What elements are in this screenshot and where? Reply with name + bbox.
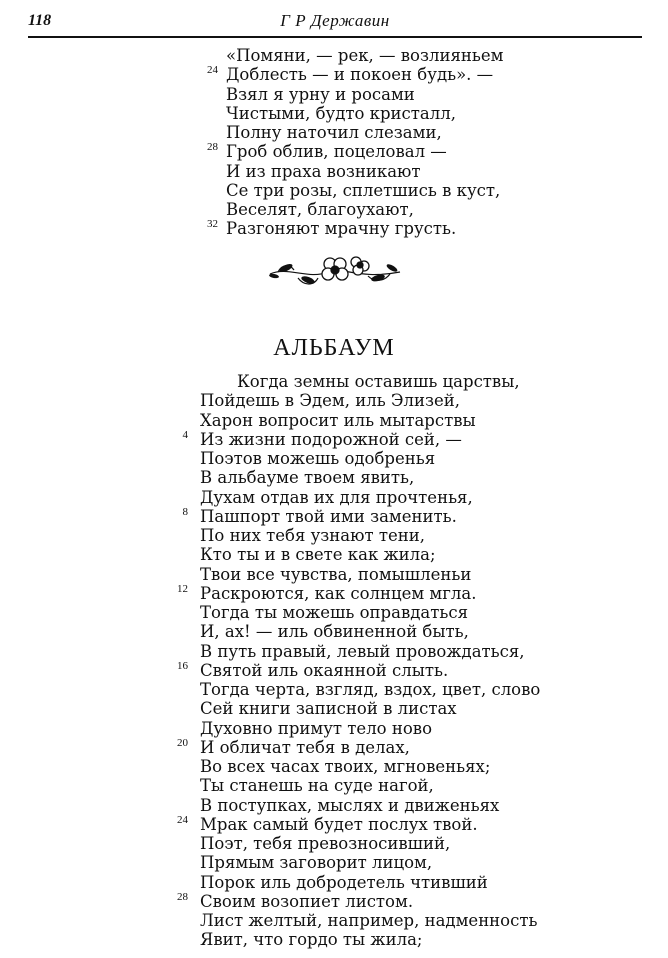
page-number: 118 — [28, 12, 52, 29]
verse-line — [0, 603, 668, 622]
verse-line — [0, 699, 668, 718]
line-number: 32 — [207, 218, 218, 231]
verse-text: Веселят, благоухают, — [226, 200, 414, 219]
verse-text: Явит, что гордо ты жила; — [200, 930, 423, 950]
verse-line — [0, 584, 668, 603]
line-number: 20 — [177, 736, 188, 749]
verse-line — [0, 142, 668, 161]
verse-text: Из жизни подорожной сей, — — [200, 429, 462, 449]
verse-text: Поэт, тебя превозносивший, — [200, 834, 451, 853]
verse-text: Мрак самый будет послух твой. — [200, 814, 478, 834]
verse-text: Раскроются, как солнцем мгла. — [200, 583, 477, 603]
line-number: 24 — [177, 813, 188, 826]
verse-line — [0, 123, 668, 142]
verse-text: Разгоняют мрачну грусть. — [226, 219, 457, 239]
verse-text: Когда земны оставишь царствы, — [237, 372, 520, 391]
verse-text: Твои все чувства, помышленьи — [200, 564, 472, 584]
verse-line — [0, 757, 668, 776]
verse-line — [0, 661, 668, 680]
poem-fragment — [0, 46, 668, 239]
verse-line — [0, 834, 668, 853]
verse-line — [0, 853, 668, 872]
verse-text: Чистыми, будто кристалл, — [226, 103, 456, 123]
verse-text: Полну наточил слезами, — [226, 123, 442, 142]
verse-text: И обличат тебя в делах, — [200, 737, 410, 757]
verse-line — [0, 719, 668, 738]
verse-text: В альбауме твоем явить, — [200, 468, 415, 488]
verse-text: Сей книги записной в листах — [200, 699, 457, 719]
verse-text: Се три розы, сплетшись в куст, — [226, 180, 501, 200]
verse-line — [0, 468, 668, 487]
verse-line — [0, 162, 668, 181]
verse-text: И, ах! — иль обвиненной быть, — [200, 622, 469, 642]
verse-text: Лист желтый, например, надменность — [200, 911, 538, 930]
verse-line — [0, 411, 668, 430]
line-number: 8 — [182, 505, 188, 518]
verse-text: Гроб облив, поцеловал — — [226, 142, 447, 162]
verse-line — [0, 181, 668, 200]
running-head-author: Г Р Державин — [280, 11, 390, 30]
verse-line — [0, 873, 668, 892]
verse-line — [0, 642, 668, 661]
verse-line — [0, 85, 668, 104]
floral-vignette-icon — [268, 252, 402, 290]
verse-text: Пашпорт твой ими заменить. — [200, 506, 457, 526]
poem-body — [0, 372, 668, 950]
poem-title: АЛЬБАУМ — [273, 335, 395, 361]
verse-line — [0, 219, 668, 238]
verse-line — [0, 796, 668, 815]
verse-text: Доблесть — и покоен будь». — — [226, 65, 494, 85]
verse-text: Тогда ты можешь оправдаться — [200, 603, 468, 622]
verse-text: И из праха возникают — [226, 161, 421, 181]
verse-line — [0, 565, 668, 584]
verse-line — [0, 430, 668, 449]
verse-line — [0, 391, 668, 410]
line-number: 12 — [177, 582, 188, 595]
verse-text: Харон вопросит иль мытарствы — [200, 410, 476, 430]
verse-text: Поэтов можешь одобренья — [200, 449, 436, 468]
verse-text: Пойдешь в Эдем, иль Элизей, — [200, 391, 461, 411]
line-number: 28 — [207, 141, 218, 154]
verse-line — [0, 449, 668, 468]
verse-line — [0, 776, 668, 795]
verse-line — [0, 738, 668, 757]
verse-text: По них тебя узнают тени, — [200, 526, 426, 545]
verse-line — [0, 65, 668, 84]
verse-text: В поступках, мыслях и движеньях — [200, 795, 500, 815]
verse-text: Порок иль добродетель чтивший — [200, 872, 488, 892]
verse-line — [0, 622, 668, 641]
line-number: 28 — [177, 890, 188, 903]
verse-text: Ты станешь на суде нагой, — [200, 776, 434, 796]
verse-line — [0, 104, 668, 123]
verse-line — [0, 200, 668, 219]
verse-line — [0, 526, 668, 545]
verse-line — [0, 545, 668, 564]
line-number: 4 — [182, 428, 188, 441]
verse-text: Во всех часах твоих, мгновеньях; — [200, 757, 491, 776]
verse-text: Духовно примут тело ново — [200, 718, 433, 738]
verse-text: Взял я урну и росами — [226, 84, 415, 104]
verse-text: Духам отдав их для прочтенья, — [200, 487, 473, 507]
verse-line — [0, 911, 668, 930]
running-header — [28, 8, 642, 38]
verse-text: Своим возопиет листом. — [200, 891, 414, 911]
verse-text: Прямым заговорит лицом, — [200, 853, 433, 873]
verse-text: Святой иль окаянной слыть. — [200, 660, 449, 680]
line-number: 16 — [177, 659, 188, 672]
verse-line — [0, 680, 668, 699]
verse-line — [0, 46, 668, 65]
verse-line — [0, 892, 668, 911]
verse-line — [0, 930, 668, 949]
verse-line — [0, 372, 668, 391]
verse-text: Кто ты и в свете как жила; — [200, 545, 436, 565]
verse-text: «Помяни, — рек, — возлияньем — [226, 46, 504, 65]
verse-line — [0, 507, 668, 526]
verse-line — [0, 815, 668, 834]
verse-line — [0, 488, 668, 507]
verse-text: В путь правый, левый провождаться, — [200, 641, 525, 661]
line-number: 24 — [207, 64, 218, 77]
verse-text: Тогда черта, взгляд, вздох, цвет, слово — [200, 680, 541, 699]
